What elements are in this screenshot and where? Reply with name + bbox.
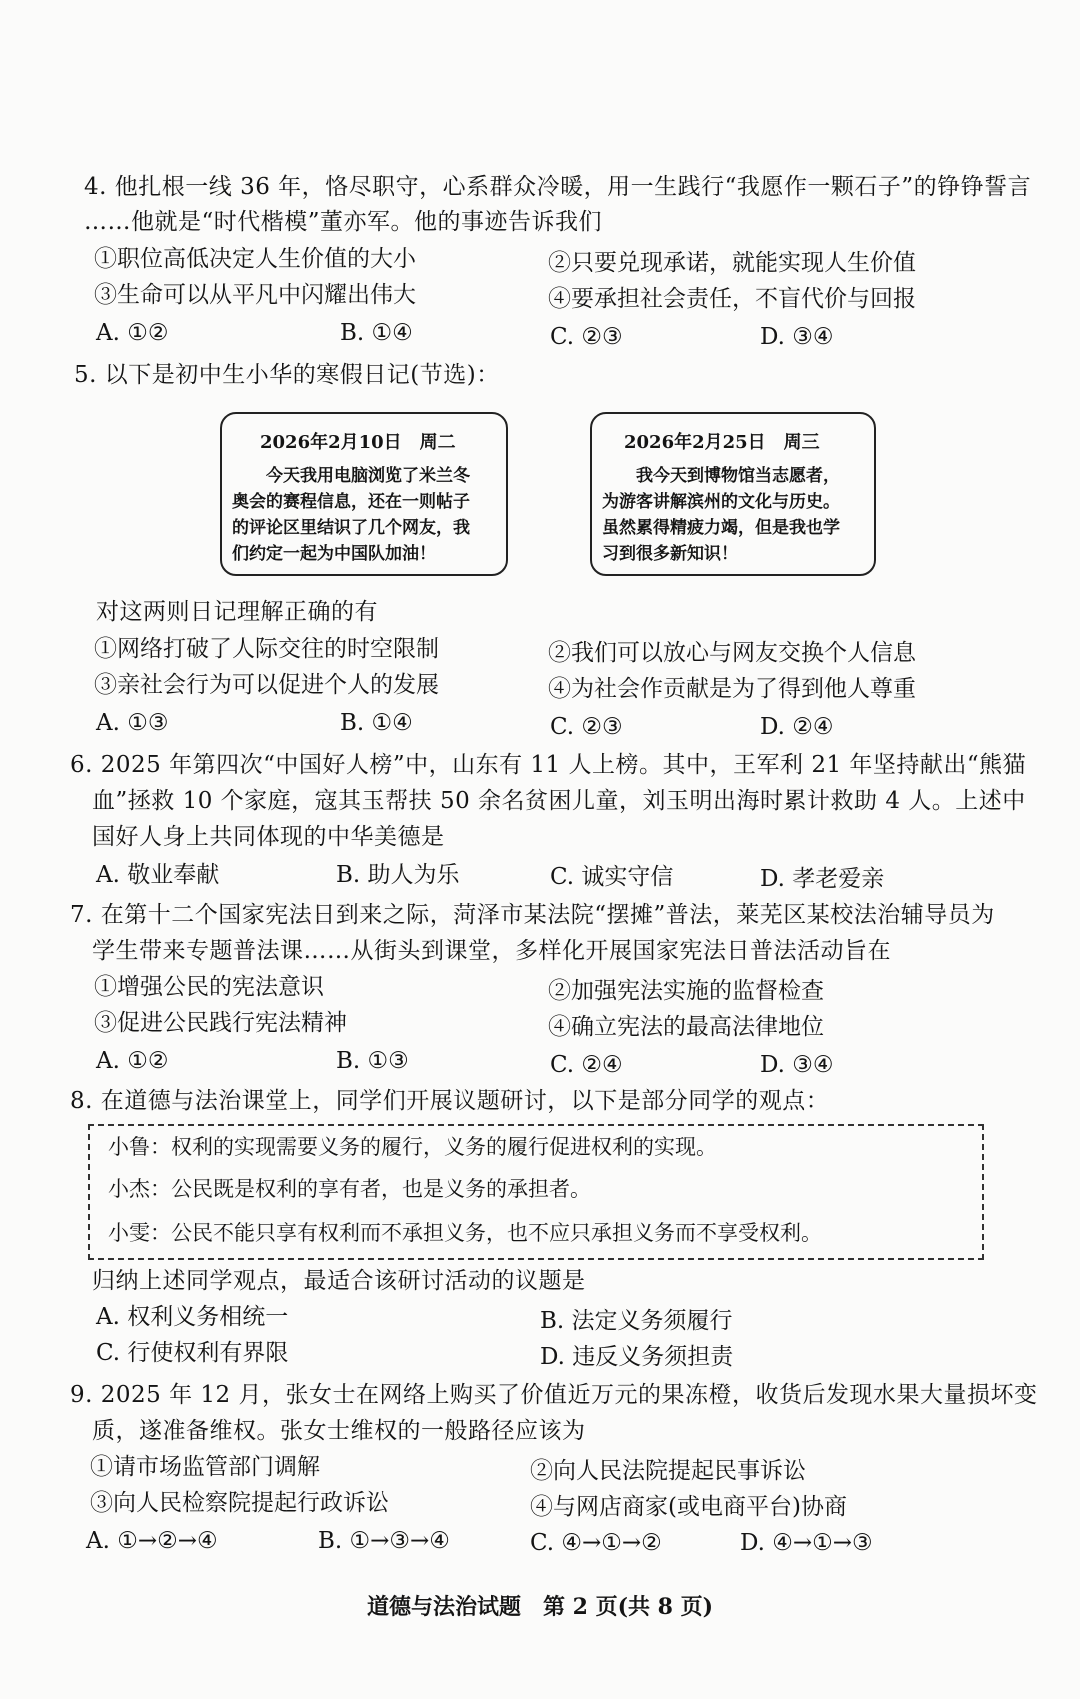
q6-stem-line3: 国好人身上共同体现的中华美德是: [92, 824, 445, 850]
q7-statement-1: ①增强公民的宪法意识: [94, 974, 324, 1000]
q7-stem-line1: 7. 在第十二个国家宪法日到来之际，菏泽市某法院“摆摊”普法，莱芜区某校法治辅导员为: [70, 902, 995, 928]
q7-option-d: D. ③④: [760, 1052, 834, 1078]
q5-option-a: A. ①③: [96, 710, 169, 736]
q7-statement-2: ②加强宪法实施的监督检查: [548, 978, 824, 1004]
q8-option-a: A. 权利义务相统一: [96, 1304, 289, 1330]
q6-stem-line2: 血”拯救 10 个家庭，寇其玉帮扶 50 余名贫困儿童，刘玉明出海时累计救助 4 人。上述中: [92, 788, 1026, 814]
q5-option-c: C. ②③: [550, 714, 623, 740]
q8-question: 归纳上述同学观点，最适合该研讨活动的议题是: [92, 1268, 586, 1294]
q9-statement-4: ④与网店商家(或电商平台)协商: [530, 1494, 847, 1520]
q4-statement-2: ②只要兑现承诺，就能实现人生价值: [548, 250, 916, 276]
q5-statement-2: ②我们可以放心与网友交换个人信息: [548, 640, 916, 666]
q7-option-c: C. ②④: [550, 1052, 623, 1078]
q4-option-b: B. ①④: [340, 320, 413, 346]
q5-option-b: B. ①④: [340, 710, 413, 736]
q4-stem-line2: ……他就是“时代楷模”董亦军。他的事迹告诉我们: [84, 209, 603, 235]
q5-statement-1: ①网络打破了人际交往的时空限制: [94, 636, 439, 662]
q4-statement-4: ④要承担社会责任，不盲代价与回报: [548, 286, 916, 312]
q7-option-a: A. ①②: [96, 1048, 169, 1074]
q9-statement-1: ①请市场监管部门调解: [90, 1454, 320, 1480]
q7-stem-line2: 学生带来专题普法课……从街头到课堂，多样化开展国家宪法日普法活动旨在: [92, 938, 891, 964]
diary2-date: 2026年2月25日: [624, 432, 766, 453]
diary1-line3: 的评论区里结识了几个网友，我: [232, 518, 470, 538]
q9-option-d: D. ④→①→③: [740, 1530, 873, 1556]
q4-statement-3: ③生命可以从平凡中闪耀出伟大: [94, 282, 416, 308]
diary-card-feb-25: [590, 412, 876, 576]
diary1-line1: 今天我用电脑浏览了米兰冬: [266, 466, 470, 486]
diary2-line1: 我今天到博物馆当志愿者，: [636, 466, 840, 486]
viewpoints-box: [88, 1124, 984, 1260]
q9-option-b: B. ①→③→④: [318, 1528, 450, 1554]
diary2-line4: 习到很多新知识！: [602, 544, 738, 564]
viewpoint-xiaojie: 小杰：公民既是权利的享有者，也是义务的承担者。: [108, 1177, 591, 1201]
q9-stem-line2: 质，遂准备维权。张女士维权的一般路径应该为: [92, 1418, 586, 1444]
q5-statement-4: ④为社会作贡献是为了得到他人尊重: [548, 676, 916, 702]
q7-statement-3: ③促进公民践行宪法精神: [94, 1010, 347, 1036]
q6-option-a: A. 敬业奉献: [96, 862, 220, 888]
q8-option-b: B. 法定义务须履行: [540, 1308, 733, 1334]
viewpoint-xiaowen: 小雯：公民不能只享有权利而不承担义务，也不应只承担义务而不享受权利。: [108, 1221, 822, 1245]
q4-option-d: D. ③④: [760, 324, 834, 350]
diary1-date: 2026年2月10日: [260, 432, 402, 453]
q6-option-d: D. 孝老爱亲: [760, 866, 885, 892]
q7-statement-4: ④确立宪法的最高法律地位: [548, 1014, 824, 1040]
q6-option-c: C. 诚实守信: [550, 864, 674, 890]
diary2-line3: 虽然累得精疲力竭，但是我也学: [602, 518, 840, 538]
page-footer: 道德与法治试题 第 2 页(共 8 页): [366, 1594, 714, 1620]
q8-option-d: D. 违反义务须担责: [540, 1344, 734, 1370]
q5-question: 对这两则日记理解正确的有: [96, 599, 378, 625]
q4-statement-1: ①职位高低决定人生价值的大小: [94, 246, 416, 272]
diary2-weekday: 周三: [783, 432, 820, 453]
q5-option-d: D. ②④: [760, 714, 834, 740]
viewpoint-xiaolu: 小鲁：权利的实现需要义务的履行，义务的履行促进权利的实现。: [108, 1135, 717, 1159]
diary1-line2: 奥会的赛程信息，还在一则帖子: [232, 492, 470, 512]
q8-option-c: C. 行使权利有界限: [96, 1340, 289, 1366]
diary1-weekday: 周二: [419, 432, 456, 453]
q4-option-c: C. ②③: [550, 324, 623, 350]
q4-option-a: A. ①②: [96, 320, 169, 346]
diary-card-feb-10: [220, 412, 508, 576]
q8-stem: 8. 在道德与法治课堂上，同学们开展议题研讨，以下是部分同学的观点：: [70, 1088, 830, 1114]
q9-statement-3: ③向人民检察院提起行政诉讼: [90, 1490, 389, 1516]
q9-statement-2: ②向人民法院提起民事诉讼: [530, 1458, 806, 1484]
q6-option-b: B. 助人为乐: [336, 862, 460, 888]
q9-option-c: C. ④→①→②: [530, 1530, 662, 1556]
q5-statement-3: ③亲社会行为可以促进个人的发展: [94, 672, 439, 698]
diary2-line2: 为游客讲解滨州的文化与历史。: [602, 492, 840, 512]
q9-stem-line1: 9. 2025 年 12 月，张女士在网络上购买了价值近万元的果冻橙，收货后发现水果大量损坏变: [70, 1382, 1038, 1408]
q7-option-b: B. ①③: [336, 1048, 409, 1074]
q4-stem-line1: 4. 他扎根一线 36 年，恪尽职守，心系群众冷暖，用一生践行“我愿作一颗石子”的铮铮誓言: [84, 174, 1032, 200]
q6-stem-line1: 6. 2025 年第四次“中国好人榜”中，山东有 11 人上榜。其中，王军利 21 年坚持献出“熊猫: [70, 752, 1027, 778]
diary1-line4: 们约定一起为中国队加油！: [232, 544, 436, 564]
q5-stem: 5. 以下是初中生小华的寒假日记(节选)：: [74, 362, 500, 388]
q9-option-a: A. ①→②→④: [86, 1528, 218, 1554]
